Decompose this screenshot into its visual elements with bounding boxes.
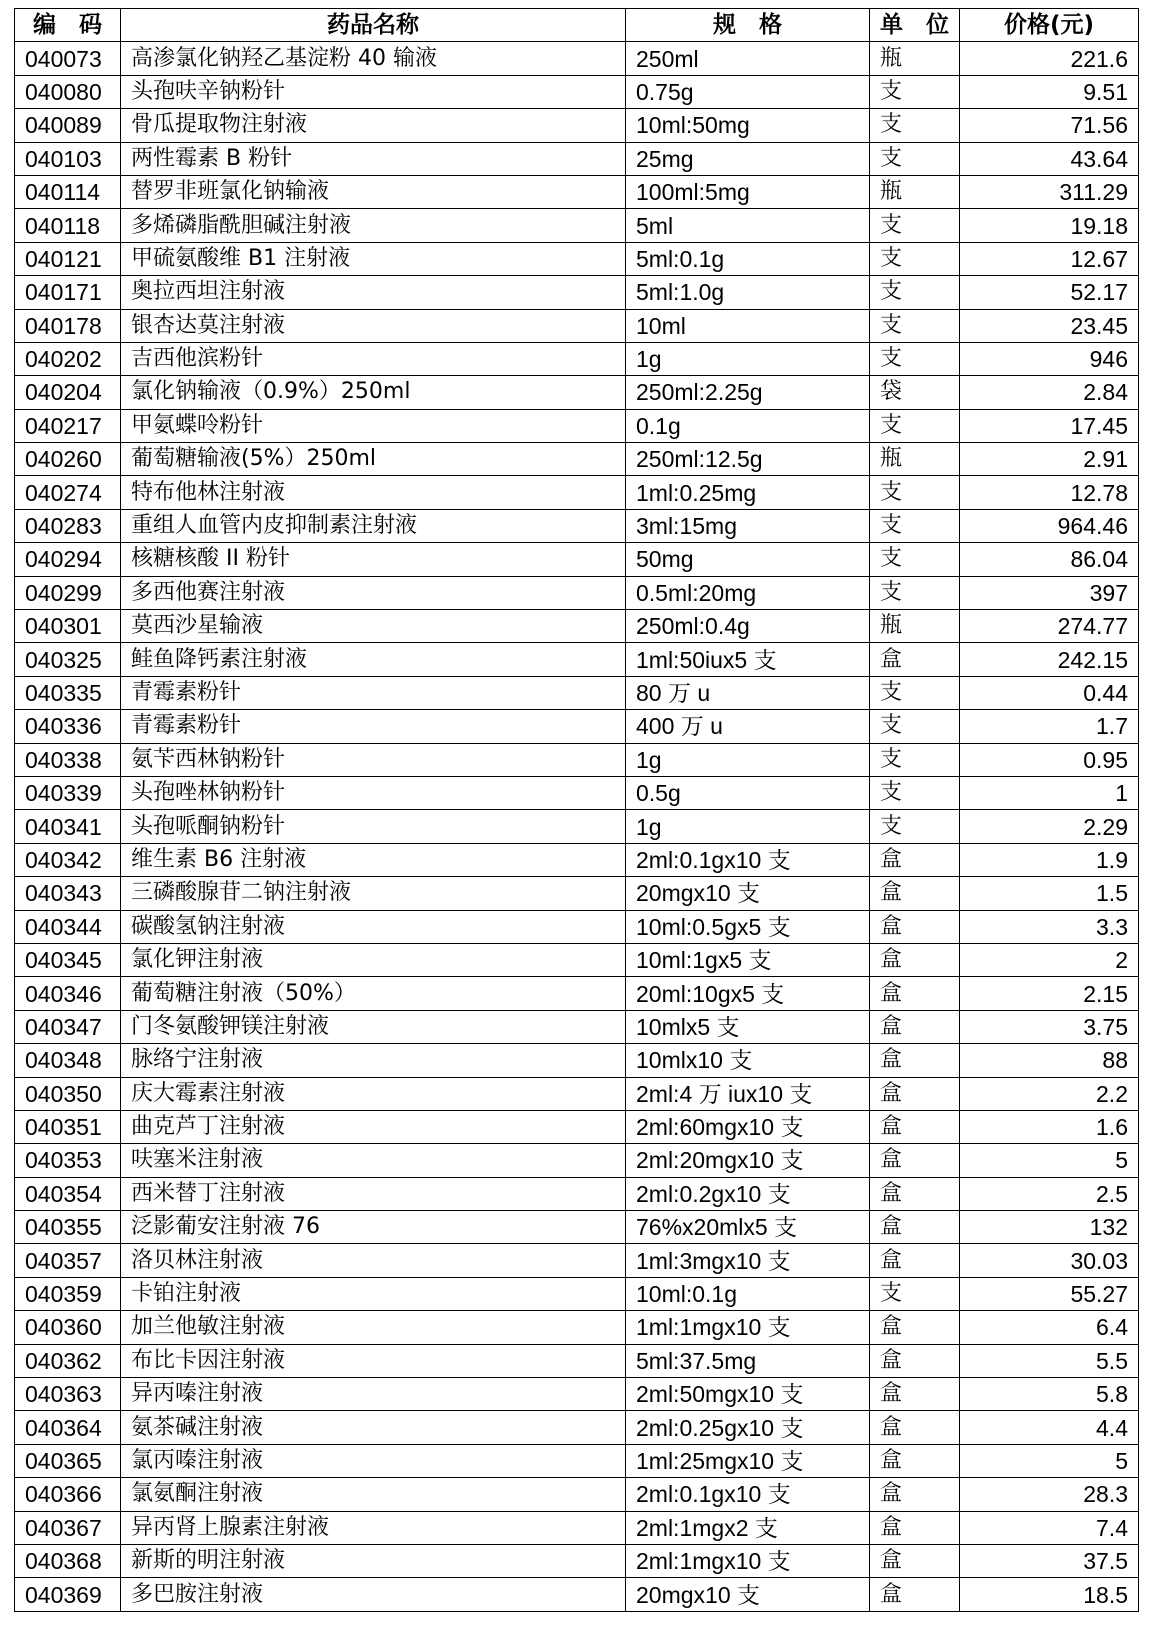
- cell-spec: 2ml:50mgx10 支: [626, 1378, 870, 1411]
- cell-price: 2.91: [960, 443, 1139, 476]
- cell-drug-name: 甲硫氨酸维 B1 注射液: [121, 242, 626, 275]
- table-row: [15, 1010, 1139, 1043]
- cell-drug-name: 青霉素粉针: [121, 710, 626, 743]
- cell-unit: 袋: [870, 376, 960, 409]
- cell-unit: 盒: [870, 1211, 960, 1244]
- cell-spec: 1ml:1mgx10 支: [626, 1311, 870, 1344]
- table-row: [15, 109, 1139, 142]
- cell-code: 040335: [15, 676, 121, 709]
- cell-spec: 2ml:1mgx10 支: [626, 1544, 870, 1577]
- cell-drug-name: 鲑鱼降钙素注射液: [121, 643, 626, 676]
- cell-spec: 20mgx10 支: [626, 877, 870, 910]
- cell-unit: 支: [870, 342, 960, 375]
- cell-price: 2.15: [960, 977, 1139, 1010]
- cell-spec: 2ml:4 万 iux10 支: [626, 1077, 870, 1110]
- cell-drug-name: 特布他林注射液: [121, 476, 626, 509]
- cell-code: 040339: [15, 776, 121, 809]
- cell-drug-name: 三磷酸腺苷二钠注射液: [121, 877, 626, 910]
- cell-spec: 1ml:50iux5 支: [626, 643, 870, 676]
- table-row: [15, 209, 1139, 242]
- table-row: [15, 776, 1139, 809]
- cell-spec: 1g: [626, 342, 870, 375]
- table-row: [15, 1478, 1139, 1511]
- cell-spec: 76%x20mlx5 支: [626, 1211, 870, 1244]
- table-row: [15, 710, 1139, 743]
- cell-price: 55.27: [960, 1277, 1139, 1310]
- cell-spec: 80 万 u: [626, 676, 870, 709]
- cell-drug-name: 新斯的明注射液: [121, 1544, 626, 1577]
- cell-code: 040299: [15, 576, 121, 609]
- table-header-row: [15, 9, 1139, 42]
- cell-spec: 5ml:1.0g: [626, 276, 870, 309]
- table-row: [15, 843, 1139, 876]
- cell-price: 964.46: [960, 509, 1139, 542]
- header-spec: 规 格: [626, 9, 870, 42]
- cell-price: 88: [960, 1044, 1139, 1077]
- cell-code: 040121: [15, 242, 121, 275]
- cell-code: 040366: [15, 1478, 121, 1511]
- cell-spec: 5ml: [626, 209, 870, 242]
- table-row: [15, 877, 1139, 910]
- cell-spec: 2ml:1mgx2 支: [626, 1511, 870, 1544]
- cell-spec: 50mg: [626, 543, 870, 576]
- table-row: [15, 643, 1139, 676]
- cell-price: 946: [960, 342, 1139, 375]
- cell-unit: 盒: [870, 1010, 960, 1043]
- table-row: [15, 309, 1139, 342]
- cell-spec: 25mg: [626, 142, 870, 175]
- cell-price: 17.45: [960, 409, 1139, 442]
- cell-unit: 支: [870, 75, 960, 108]
- table-row: [15, 476, 1139, 509]
- table-row: [15, 342, 1139, 375]
- cell-code: 040341: [15, 810, 121, 843]
- cell-code: 040178: [15, 309, 121, 342]
- cell-drug-name: 骨瓜提取物注射液: [121, 109, 626, 142]
- cell-code: 040342: [15, 843, 121, 876]
- cell-price: 0.44: [960, 676, 1139, 709]
- cell-code: 040350: [15, 1077, 121, 1110]
- cell-unit: 盒: [870, 1444, 960, 1477]
- cell-drug-name: 氨茶碱注射液: [121, 1411, 626, 1444]
- cell-spec: 1ml:3mgx10 支: [626, 1244, 870, 1277]
- cell-drug-name: 脉络宁注射液: [121, 1044, 626, 1077]
- table-row: [15, 1511, 1139, 1544]
- cell-price: 4.4: [960, 1411, 1139, 1444]
- table-row: [15, 910, 1139, 943]
- cell-spec: 20mgx10 支: [626, 1578, 870, 1611]
- cell-drug-name: 氯氨酮注射液: [121, 1478, 626, 1511]
- cell-unit: 盒: [870, 1344, 960, 1377]
- cell-price: 71.56: [960, 109, 1139, 142]
- cell-drug-name: 泛影葡安注射液 76: [121, 1211, 626, 1244]
- table-row: [15, 676, 1139, 709]
- cell-code: 040283: [15, 509, 121, 542]
- cell-code: 040359: [15, 1277, 121, 1310]
- cell-unit: 盒: [870, 1244, 960, 1277]
- cell-drug-name: 呋塞米注射液: [121, 1144, 626, 1177]
- table-row: [15, 1344, 1139, 1377]
- cell-spec: 250ml:12.5g: [626, 443, 870, 476]
- cell-drug-name: 异丙肾上腺素注射液: [121, 1511, 626, 1544]
- cell-unit: 支: [870, 710, 960, 743]
- cell-code: 040202: [15, 342, 121, 375]
- cell-code: 040364: [15, 1411, 121, 1444]
- header-price: 价格(元): [960, 9, 1139, 42]
- table-row: [15, 576, 1139, 609]
- cell-drug-name: 氯丙嗪注射液: [121, 1444, 626, 1477]
- cell-unit: 盒: [870, 1478, 960, 1511]
- cell-code: 040118: [15, 209, 121, 242]
- cell-code: 040365: [15, 1444, 121, 1477]
- table-row: [15, 1044, 1139, 1077]
- cell-price: 12.78: [960, 476, 1139, 509]
- cell-drug-name: 多烯磷脂酰胆碱注射液: [121, 209, 626, 242]
- cell-drug-name: 碳酸氢钠注射液: [121, 910, 626, 943]
- cell-drug-name: 氯化钾注射液: [121, 943, 626, 976]
- cell-spec: 1ml:0.25mg: [626, 476, 870, 509]
- cell-spec: 10ml: [626, 309, 870, 342]
- table-row: [15, 610, 1139, 643]
- cell-spec: 2ml:60mgx10 支: [626, 1110, 870, 1143]
- cell-unit: 支: [870, 309, 960, 342]
- table-row: [15, 1177, 1139, 1210]
- cell-price: 28.3: [960, 1478, 1139, 1511]
- cell-spec: 10ml:0.1g: [626, 1277, 870, 1310]
- cell-spec: 100ml:5mg: [626, 175, 870, 208]
- cell-code: 040217: [15, 409, 121, 442]
- cell-drug-name: 奥拉西坦注射液: [121, 276, 626, 309]
- cell-spec: 250ml:2.25g: [626, 376, 870, 409]
- cell-spec: 10ml:1gx5 支: [626, 943, 870, 976]
- cell-unit: 瓶: [870, 610, 960, 643]
- cell-spec: 0.75g: [626, 75, 870, 108]
- cell-unit: 支: [870, 209, 960, 242]
- cell-unit: 盒: [870, 1578, 960, 1611]
- cell-spec: 250ml:0.4g: [626, 610, 870, 643]
- cell-code: 040360: [15, 1311, 121, 1344]
- cell-unit: 支: [870, 509, 960, 542]
- table-row: [15, 1277, 1139, 1310]
- cell-drug-name: 青霉素粉针: [121, 676, 626, 709]
- cell-unit: 瓶: [870, 42, 960, 75]
- cell-spec: 1g: [626, 810, 870, 843]
- cell-drug-name: 维生素 B6 注射液: [121, 843, 626, 876]
- table-row: [15, 810, 1139, 843]
- cell-unit: 盒: [870, 877, 960, 910]
- cell-unit: 盒: [870, 977, 960, 1010]
- cell-price: 2.5: [960, 1177, 1139, 1210]
- cell-unit: 支: [870, 409, 960, 442]
- table-row: [15, 977, 1139, 1010]
- cell-price: 1.6: [960, 1110, 1139, 1143]
- cell-spec: 1ml:25mgx10 支: [626, 1444, 870, 1477]
- cell-code: 040171: [15, 276, 121, 309]
- cell-price: 86.04: [960, 543, 1139, 576]
- cell-drug-name: 曲克芦丁注射液: [121, 1110, 626, 1143]
- cell-unit: 盒: [870, 1110, 960, 1143]
- cell-spec: 2ml:0.1gx10 支: [626, 843, 870, 876]
- table-row: [15, 376, 1139, 409]
- cell-price: 7.4: [960, 1511, 1139, 1544]
- cell-code: 040354: [15, 1177, 121, 1210]
- cell-code: 040103: [15, 142, 121, 175]
- cell-drug-name: 异丙嗪注射液: [121, 1378, 626, 1411]
- cell-spec: 2ml:20mgx10 支: [626, 1144, 870, 1177]
- cell-drug-name: 头孢哌酮钠粉针: [121, 810, 626, 843]
- table-row: [15, 509, 1139, 542]
- table-row: [15, 443, 1139, 476]
- cell-drug-name: 高渗氯化钠羟乙基淀粉 40 输液: [121, 42, 626, 75]
- cell-unit: 盒: [870, 1077, 960, 1110]
- cell-unit: 支: [870, 276, 960, 309]
- cell-price: 43.64: [960, 142, 1139, 175]
- table-row: [15, 276, 1139, 309]
- cell-drug-name: 核糖核酸 II 粉针: [121, 543, 626, 576]
- cell-price: 19.18: [960, 209, 1139, 242]
- cell-price: 2.2: [960, 1077, 1139, 1110]
- cell-unit: 盒: [870, 643, 960, 676]
- cell-unit: 盒: [870, 843, 960, 876]
- cell-price: 5.8: [960, 1378, 1139, 1411]
- cell-code: 040362: [15, 1344, 121, 1377]
- cell-unit: 盒: [870, 1411, 960, 1444]
- cell-drug-name: 银杏达莫注射液: [121, 309, 626, 342]
- cell-code: 040294: [15, 543, 121, 576]
- cell-code: 040338: [15, 743, 121, 776]
- cell-code: 040351: [15, 1110, 121, 1143]
- cell-drug-name: 莫西沙星输液: [121, 610, 626, 643]
- cell-code: 040368: [15, 1544, 121, 1577]
- cell-drug-name: 甲氨蝶呤粉针: [121, 409, 626, 442]
- cell-code: 040357: [15, 1244, 121, 1277]
- cell-code: 040345: [15, 943, 121, 976]
- cell-drug-name: 西米替丁注射液: [121, 1177, 626, 1210]
- cell-unit: 盒: [870, 910, 960, 943]
- cell-spec: 5ml:0.1g: [626, 242, 870, 275]
- cell-unit: 支: [870, 810, 960, 843]
- cell-price: 1.7: [960, 710, 1139, 743]
- drug-price-table: [14, 8, 1139, 1612]
- cell-spec: 20ml:10gx5 支: [626, 977, 870, 1010]
- cell-drug-name: 氨苄西林钠粉针: [121, 743, 626, 776]
- cell-drug-name: 替罗非班氯化钠输液: [121, 175, 626, 208]
- cell-drug-name: 庆大霉素注射液: [121, 1077, 626, 1110]
- cell-price: 1.9: [960, 843, 1139, 876]
- table-row: [15, 1144, 1139, 1177]
- cell-drug-name: 布比卡因注射液: [121, 1344, 626, 1377]
- cell-code: 040336: [15, 710, 121, 743]
- cell-drug-name: 氯化钠输液（0.9%）250ml: [121, 376, 626, 409]
- cell-code: 040204: [15, 376, 121, 409]
- cell-unit: 盒: [870, 1144, 960, 1177]
- cell-code: 040344: [15, 910, 121, 943]
- cell-price: 3.3: [960, 910, 1139, 943]
- table-row: [15, 175, 1139, 208]
- cell-unit: 盒: [870, 1044, 960, 1077]
- cell-price: 18.5: [960, 1578, 1139, 1611]
- cell-price: 9.51: [960, 75, 1139, 108]
- cell-code: 040325: [15, 643, 121, 676]
- cell-spec: 0.5ml:20mg: [626, 576, 870, 609]
- cell-code: 040274: [15, 476, 121, 509]
- cell-code: 040114: [15, 175, 121, 208]
- table-row: [15, 75, 1139, 108]
- table-row: [15, 1411, 1139, 1444]
- cell-code: 040343: [15, 877, 121, 910]
- cell-unit: 瓶: [870, 443, 960, 476]
- cell-drug-name: 重组人血管内皮抑制素注射液: [121, 509, 626, 542]
- cell-unit: 盒: [870, 1177, 960, 1210]
- cell-spec: 3ml:15mg: [626, 509, 870, 542]
- cell-unit: 瓶: [870, 175, 960, 208]
- cell-code: 040355: [15, 1211, 121, 1244]
- table-row: [15, 42, 1139, 75]
- cell-code: 040369: [15, 1578, 121, 1611]
- cell-unit: 支: [870, 576, 960, 609]
- cell-drug-name: 两性霉素 B 粉针: [121, 142, 626, 175]
- table-row: [15, 409, 1139, 442]
- cell-price: 274.77: [960, 610, 1139, 643]
- cell-unit: 支: [870, 1277, 960, 1310]
- cell-price: 242.15: [960, 643, 1139, 676]
- cell-price: 37.5: [960, 1544, 1139, 1577]
- table-row: [15, 743, 1139, 776]
- cell-price: 397: [960, 576, 1139, 609]
- cell-unit: 支: [870, 242, 960, 275]
- cell-spec: 2ml:0.2gx10 支: [626, 1177, 870, 1210]
- cell-unit: 支: [870, 776, 960, 809]
- cell-unit: 盒: [870, 1511, 960, 1544]
- cell-drug-name: 门冬氨酸钾镁注射液: [121, 1010, 626, 1043]
- cell-code: 040363: [15, 1378, 121, 1411]
- cell-spec: 10mlx10 支: [626, 1044, 870, 1077]
- cell-price: 12.67: [960, 242, 1139, 275]
- table-row: [15, 242, 1139, 275]
- table-row: [15, 1110, 1139, 1143]
- cell-price: 5.5: [960, 1344, 1139, 1377]
- cell-price: 6.4: [960, 1311, 1139, 1344]
- cell-code: 040348: [15, 1044, 121, 1077]
- cell-price: 3.75: [960, 1010, 1139, 1043]
- cell-price: 23.45: [960, 309, 1139, 342]
- cell-price: 2: [960, 943, 1139, 976]
- table-body: [15, 42, 1139, 1611]
- cell-code: 040301: [15, 610, 121, 643]
- cell-code: 040346: [15, 977, 121, 1010]
- cell-price: 1: [960, 776, 1139, 809]
- cell-drug-name: 葡萄糖注射液（50%）: [121, 977, 626, 1010]
- cell-spec: 250ml: [626, 42, 870, 75]
- cell-drug-name: 头孢唑林钠粉针: [121, 776, 626, 809]
- cell-unit: 盒: [870, 1544, 960, 1577]
- cell-price: 1.5: [960, 877, 1139, 910]
- header-code: 编 码: [15, 9, 121, 42]
- header-unit: 单 位: [870, 9, 960, 42]
- table-row: [15, 1244, 1139, 1277]
- cell-spec: 0.1g: [626, 409, 870, 442]
- cell-code: 040347: [15, 1010, 121, 1043]
- table-row: [15, 1544, 1139, 1577]
- cell-spec: 10ml:0.5gx5 支: [626, 910, 870, 943]
- table-row: [15, 1311, 1139, 1344]
- cell-spec: 1g: [626, 743, 870, 776]
- cell-drug-name: 卡铂注射液: [121, 1277, 626, 1310]
- table-row: [15, 1077, 1139, 1110]
- cell-spec: 10mlx5 支: [626, 1010, 870, 1043]
- table-row: [15, 1378, 1139, 1411]
- cell-spec: 2ml:0.25gx10 支: [626, 1411, 870, 1444]
- cell-price: 0.95: [960, 743, 1139, 776]
- table-row: [15, 1211, 1139, 1244]
- cell-unit: 盒: [870, 1311, 960, 1344]
- cell-price: 221.6: [960, 42, 1139, 75]
- cell-unit: 盒: [870, 943, 960, 976]
- cell-unit: 支: [870, 676, 960, 709]
- cell-spec: 0.5g: [626, 776, 870, 809]
- cell-code: 040080: [15, 75, 121, 108]
- cell-code: 040073: [15, 42, 121, 75]
- cell-unit: 盒: [870, 1378, 960, 1411]
- cell-price: 5: [960, 1444, 1139, 1477]
- cell-unit: 支: [870, 109, 960, 142]
- cell-price: 5: [960, 1144, 1139, 1177]
- cell-unit: 支: [870, 743, 960, 776]
- cell-price: 132: [960, 1211, 1139, 1244]
- cell-price: 2.84: [960, 376, 1139, 409]
- cell-spec: 2ml:0.1gx10 支: [626, 1478, 870, 1511]
- cell-price: 2.29: [960, 810, 1139, 843]
- table-row: [15, 1578, 1139, 1611]
- cell-drug-name: 洛贝林注射液: [121, 1244, 626, 1277]
- cell-price: 52.17: [960, 276, 1139, 309]
- cell-price: 311.29: [960, 175, 1139, 208]
- cell-drug-name: 加兰他敏注射液: [121, 1311, 626, 1344]
- cell-drug-name: 多西他赛注射液: [121, 576, 626, 609]
- cell-unit: 支: [870, 476, 960, 509]
- cell-drug-name: 葡萄糖输液(5%）250ml: [121, 443, 626, 476]
- cell-code: 040260: [15, 443, 121, 476]
- cell-unit: 支: [870, 543, 960, 576]
- cell-drug-name: 多巴胺注射液: [121, 1578, 626, 1611]
- header-name: 药品名称: [121, 9, 626, 42]
- cell-spec: 10ml:50mg: [626, 109, 870, 142]
- cell-spec: 400 万 u: [626, 710, 870, 743]
- cell-code: 040367: [15, 1511, 121, 1544]
- cell-code: 040089: [15, 109, 121, 142]
- cell-drug-name: 头孢呋辛钠粉针: [121, 75, 626, 108]
- cell-drug-name: 吉西他滨粉针: [121, 342, 626, 375]
- table-row: [15, 1444, 1139, 1477]
- cell-spec: 5ml:37.5mg: [626, 1344, 870, 1377]
- table-row: [15, 543, 1139, 576]
- cell-code: 040353: [15, 1144, 121, 1177]
- cell-price: 30.03: [960, 1244, 1139, 1277]
- table-row: [15, 142, 1139, 175]
- table-row: [15, 943, 1139, 976]
- cell-unit: 支: [870, 142, 960, 175]
